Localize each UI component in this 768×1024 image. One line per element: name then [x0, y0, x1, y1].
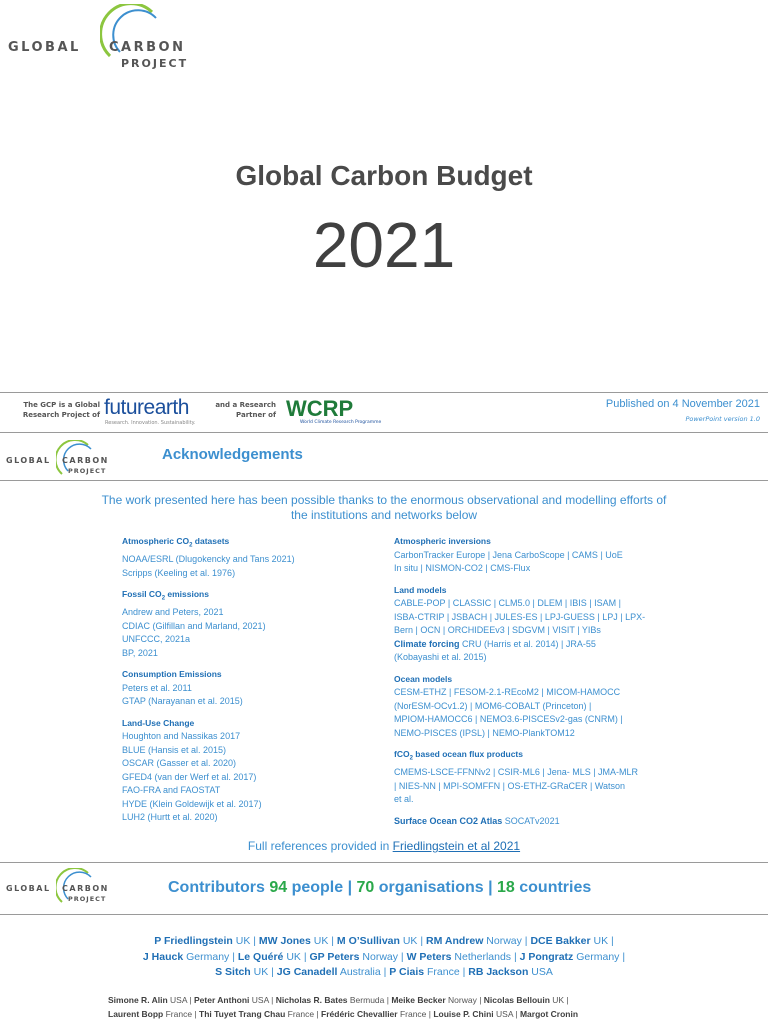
person-country: USA: [528, 966, 553, 978]
title-slide: [0, 0, 768, 390]
gcp-logo-small: [6, 440, 116, 480]
person-name: DCE Bakker: [530, 935, 591, 947]
person-country: Australia: [337, 966, 381, 978]
ack-section: [394, 638, 656, 665]
ack-line: NOAA/ESRL (Dlugokencky and Tans 2021): [122, 554, 295, 565]
ack-line: CESM-ETHZ | FESOM-2.1-REcoM2 | MICOM-HAMOCC: [394, 687, 621, 697]
person-country: UK: [549, 995, 565, 1005]
person-country: UK: [250, 966, 269, 978]
ack-line: FAO-FRA and FAOSTAT: [122, 785, 221, 796]
logo-word-project: PROJECT: [68, 467, 107, 475]
person-name: Louise P. Chini: [433, 1009, 494, 1019]
organisations-count: 70: [356, 879, 375, 896]
ack-line: CarbonTracker Europe | Jena CarboScope | CAMS | UoE: [394, 549, 623, 560]
ack-right-column: [394, 535, 656, 836]
logo-word-global: GLOBAL: [6, 884, 51, 893]
ack-left-column: [122, 535, 382, 833]
ack-line: CDIAC (Gilfillan and Marland, 2021): [122, 620, 266, 631]
research-partner-line: and a Research Partner of: [215, 401, 276, 419]
gcp-logo-small: [6, 868, 116, 908]
person-name: Simone R. Alin: [108, 995, 168, 1005]
person-country: Norway: [445, 995, 477, 1005]
ack-section: [394, 815, 656, 829]
logo-word-carbon: CARBON: [109, 40, 186, 55]
person-name: W Peters: [406, 950, 452, 963]
ack-line: (NorESM-OCv1.2) | MOM6-COBALT (Princeton) |: [394, 700, 592, 711]
ppt-version: PowerPoint version 1.0: [685, 415, 760, 423]
logo-word-global: GLOBAL: [8, 40, 81, 55]
person-country: UK: [283, 950, 301, 963]
futurearth-tagline: Research. Innovation. Sustainability.: [105, 420, 196, 426]
person-name: MW Jones: [258, 935, 311, 947]
person-country: Germany: [183, 950, 230, 963]
ack-line: BP, 2021: [122, 647, 158, 658]
ack-line: OSCAR (Gasser et al. 2020): [122, 758, 237, 769]
ack-line: In situ | NISMON-CO2 | CMS-Flux: [394, 563, 531, 573]
person-country: France: [285, 1009, 315, 1019]
people-row: S Sitch UK | JG Canadell Australia | P Ciais France | RB Jackson USA: [215, 966, 553, 978]
person-name: Laurent Bopp: [108, 1009, 164, 1019]
person-name: RM Andrew: [426, 935, 484, 947]
person-country: Netherlands: [451, 950, 512, 963]
section-heading: fCO$_2$ based ocean flux products: [394, 749, 523, 762]
ack-section: [122, 535, 382, 580]
person-country: Bermuda: [347, 995, 385, 1005]
ack-section: [394, 673, 656, 741]
person-country: Norway: [483, 935, 522, 947]
person-country: UK: [399, 935, 418, 947]
person-country: Norway: [359, 950, 399, 963]
section-heading: Atmospheric inversions: [394, 536, 491, 546]
section-heading: Surface Ocean CO2 Atlas: [394, 815, 503, 826]
ack-section: [122, 717, 382, 825]
ack-section: [394, 748, 656, 807]
slide-divider: [0, 432, 768, 433]
ack-line: NEMO-PISCES (IPSL) | NEMO-PlankTOM12: [394, 727, 575, 738]
ack-line: Surface Ocean CO2 Atlas SOCATv2021: [394, 815, 560, 826]
person-country: USA: [249, 995, 269, 1005]
published-date: Published on 4 November 2021: [605, 398, 760, 410]
ack-line: CMEMS-LSCE-FFNNv2 | CSIR-ML6 | Jena- MLS | JMA-MLR: [394, 767, 639, 778]
slide-divider: [0, 862, 768, 863]
logo-word-project: PROJECT: [68, 895, 107, 903]
full-references: Full references provided in Friedlingstein et al 2021: [247, 839, 521, 853]
logo-word-carbon: CARBON: [62, 456, 109, 465]
person-country: France: [397, 1009, 427, 1019]
ack-section: [394, 584, 656, 638]
ack-line: GTAP (Narayanan et al. 2015): [122, 696, 243, 707]
core-team-list: [40, 934, 728, 981]
people-row: Laurent Bopp France | Thi Tuyet Trang Chau France | Frédéric Chevallier France | Louise P. Chini USA | Margot Cronin: [108, 1009, 579, 1019]
ack-line: Bern | OCN | ORCHIDEEv3 | SDGVM | VISIT | YIBs: [394, 625, 601, 635]
slide-divider: [0, 480, 768, 481]
ack-line: et al.: [394, 794, 414, 805]
section-heading: Land-Use Change: [122, 717, 195, 728]
person-country: USA: [167, 995, 188, 1005]
person-name: Peter Anthoni: [193, 995, 250, 1005]
acknowledgements-title: Acknowledgements: [162, 446, 303, 463]
slide-title: Global Carbon Budget: [235, 160, 533, 191]
section-heading: Ocean models: [394, 673, 453, 684]
ack-line: ISBA-CTRIP | JSBACH | JULES-ES | LPJ-GUESS | LPJ | LPX-: [394, 611, 646, 622]
person-name: P Friedlingstein: [154, 935, 233, 947]
section-heading: Consumption Emissions: [122, 669, 222, 680]
ack-line: GFED4 (van der Werf et al. 2017): [122, 771, 257, 782]
person-country: USA: [493, 1009, 514, 1019]
ack-section: [122, 668, 382, 709]
logo-word-project: PROJECT: [121, 57, 189, 70]
ack-line: | NIES-NN | MPI-SOMFFN | OS-ETHZ-GRaCER | Watson: [394, 780, 626, 791]
ack-line: (Kobayashi et al. 2015): [394, 652, 487, 662]
person-country: UK: [590, 935, 609, 947]
person-name: M O’Sullivan: [336, 935, 400, 947]
person-country: UK: [232, 935, 251, 947]
person-name: Nicolas Bellouin: [483, 995, 550, 1005]
person-name: RB Jackson: [468, 966, 529, 978]
people-count: 94: [269, 879, 288, 896]
person-name: Frédéric Chevallier: [321, 1009, 398, 1019]
ack-section: [394, 535, 656, 576]
ack-line: BLUE (Hansis et al. 2015): [122, 744, 227, 755]
ack-section: [122, 588, 382, 660]
person-country: Germany: [573, 950, 620, 963]
gcp-research-line: The GCP is a Global Research Project of: [22, 401, 100, 419]
people-row: P Friedlingstein UK | MW Jones UK | M O’Sullivan UK | RM Andrew Norway | DCE Bakker UK |: [154, 935, 614, 947]
wcrp-logo[interactable]: WCRP: [286, 396, 354, 421]
section-heading: Climate forcing: [394, 638, 460, 649]
slide-year: 2021: [312, 209, 456, 281]
ack-line: CABLE-POP | CLASSIC | CLM5.0 | DLEM | IBIS | ISAM |: [394, 598, 621, 608]
person-name: S Sitch: [215, 966, 251, 978]
person-name: Margot Cronin: [519, 1009, 579, 1019]
ack-line: Scripps (Keeling et al. 1976): [122, 567, 236, 578]
ack-line: UNFCCC, 2021a: [122, 634, 191, 645]
person-name: J Pongratz: [519, 950, 574, 963]
friedlingstein-link[interactable]: Friedlingstein et al 2021: [392, 839, 521, 853]
person-name: Thi Tuyet Trang Chau: [199, 1009, 286, 1019]
slide-divider: [0, 914, 768, 915]
ack-line: HYDE (Klein Goldewijk et al. 2017): [122, 798, 262, 809]
acknowledgements-intro: The work presented here has been possible thanks to the enormous observational and modelling efforts of the institutions and networks below: [101, 493, 667, 522]
people-row: Simone R. Alin USA | Peter Anthoni USA | Nicholas R. Bates Bermuda | Meike Becker Norway | Nicolas Bellouin UK |: [108, 995, 569, 1005]
person-name: J Hauck: [142, 950, 184, 963]
logo-word-carbon: CARBON: [62, 884, 109, 893]
ack-line: Andrew and Peters, 2021: [122, 607, 224, 618]
person-name: JG Canadell: [276, 966, 338, 978]
ack-line: Peters et al. 2011: [122, 682, 192, 693]
person-country: France: [163, 1009, 193, 1019]
section-heading: Land models: [394, 584, 447, 595]
contributors-summary: Contributors 94 people | 70 organisations | 18 countries: [168, 879, 592, 896]
person-name: Nicholas R. Bates: [275, 995, 348, 1005]
partners-bar: [0, 396, 768, 430]
ack-line: Houghton and Nassikas 2017: [122, 731, 241, 742]
logo-word-global: GLOBAL: [6, 456, 51, 465]
gcp-logo: [8, 4, 198, 76]
authors-list: [108, 993, 668, 1021]
person-name: Meike Becker: [391, 995, 446, 1005]
section-heading: Fossil $CO_2$ emissions: [122, 589, 209, 602]
section-heading: Atmospheric $CO_2$ datasets: [122, 536, 230, 549]
countries-count: 18: [497, 879, 515, 896]
futurearth-logo[interactable]: futurearth: [104, 396, 189, 419]
person-name: P Ciais: [389, 966, 425, 978]
ack-line: LUH2 (Hurtt et al. 2020): [122, 812, 218, 823]
person-name: GP Peters: [309, 950, 360, 963]
person-name: Le Quéré: [237, 950, 284, 963]
ack-line: MPIOM-HAMOCC6 | NEMO3.6-PISCESv2-gas (CNRM) |: [394, 714, 623, 724]
person-country: France: [424, 966, 460, 978]
gcp-logo-arc-icon: [100, 4, 180, 64]
people-row: J Hauck Germany | Le Quéré UK | GP Peters Norway | W Peters Netherlands | J Pongratz Germany |: [142, 950, 626, 963]
person-country: UK: [310, 935, 329, 947]
ack-line: Climate forcing CRU (Harris et al. 2014) | JRA-55: [394, 638, 596, 649]
slide-divider: [0, 392, 768, 393]
wcrp-tagline: World Climate Research Programme: [300, 420, 382, 425]
